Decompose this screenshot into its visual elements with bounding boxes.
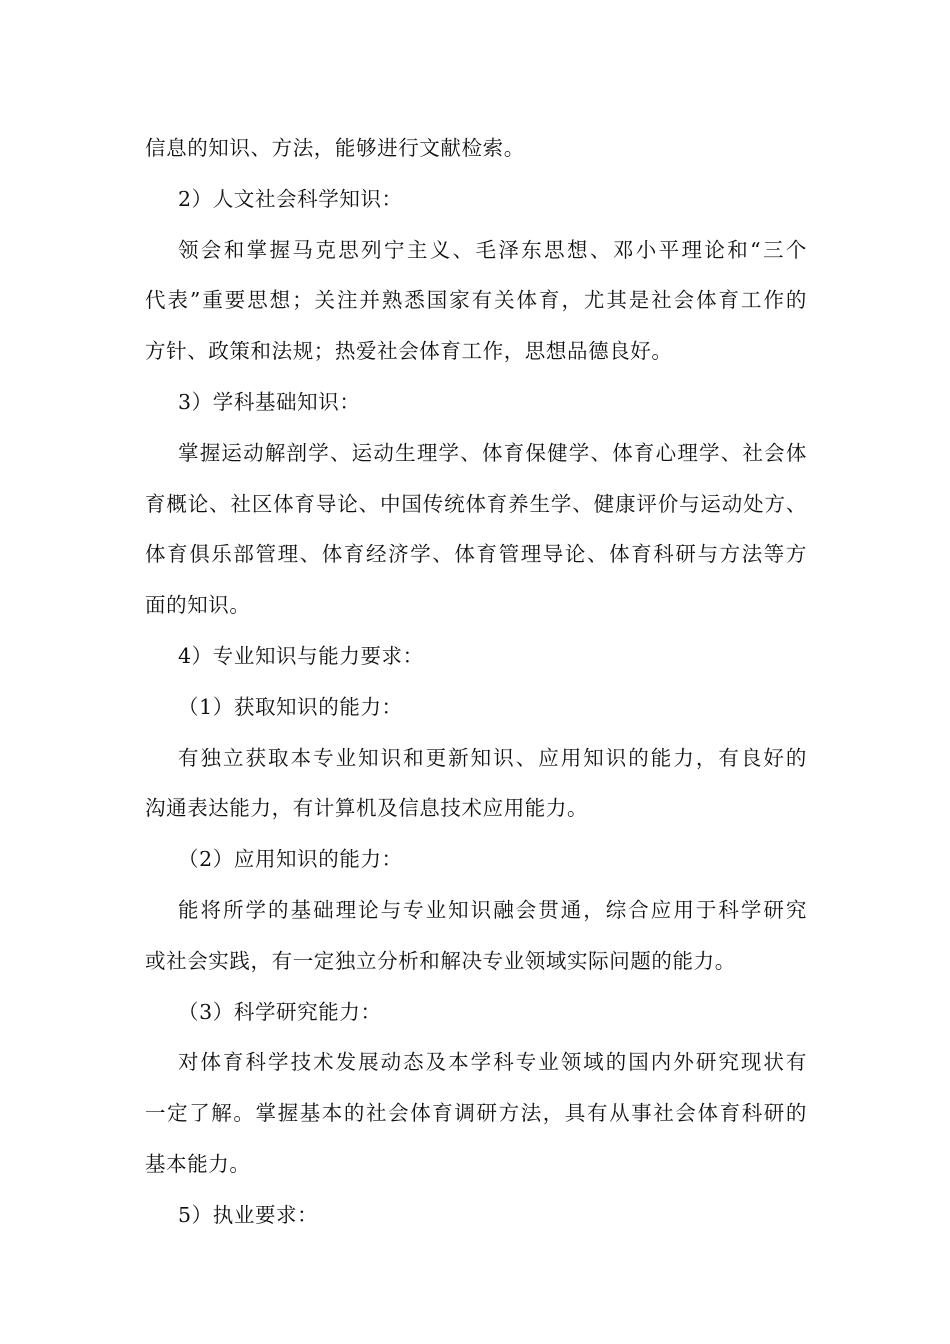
text-line: 掌握运动解剖学、运动生理学、体育保健学、体育心理学、社会体 [178,440,807,465]
text-line: （1）获取知识的能力： [178,694,403,719]
text-line: 能将所学的基础理论与专业知识融会贯通，综合应用于科学研究 [178,897,807,922]
text-line: 面的知识。 [145,593,251,618]
text-line: 领会和掌握马克思列宁主义、毛泽东思想、邓小平理论和“三个 [178,237,807,262]
text-line: 代表”重要思想；关注并熟悉国家有关体育，尤其是社会体育工作的 [145,288,807,313]
text-line: 基本能力。 [145,1151,251,1176]
text-line: （2）应用知识的能力： [178,847,403,872]
text-line: 4）专业知识与能力要求： [178,643,424,668]
text-line: 3）学科基础知识： [178,389,361,414]
text-line: 或社会实践，有一定独立分析和解决专业领域实际问题的能力。 [145,948,736,973]
document-body [145,128,807,1246]
text-line: 信息的知识、方法，能够进行文献检索。 [145,136,525,160]
text-line: 5）执业要求： [178,1202,319,1227]
text-line: 2）人文社会科学知识： [178,186,403,211]
text-line: 体育俱乐部管理、体育经济学、体育管理导论、体育科研与方法等方 [145,542,807,567]
text-line: 方针、政策和法规；热爱社会体育工作，思想品德良好。 [145,339,673,364]
text-line: 一定了解。掌握基本的社会体育调研方法，具有从事社会体育科研的 [145,1101,807,1126]
text-line: 沟通表达能力，有计算机及信息技术应用能力。 [145,796,589,821]
text-line: 有独立获取本专业知识和更新知识、应用知识的能力，有良好的 [178,745,807,770]
text-line: 对体育科学技术发展动态及本学科专业领域的国内外研究现状有 [178,1050,807,1075]
text-line: （3）科学研究能力： [178,999,382,1024]
text-line: 育概论、社区体育导论、中国传统体育养生学、健康评价与运动处方、 [145,491,807,516]
